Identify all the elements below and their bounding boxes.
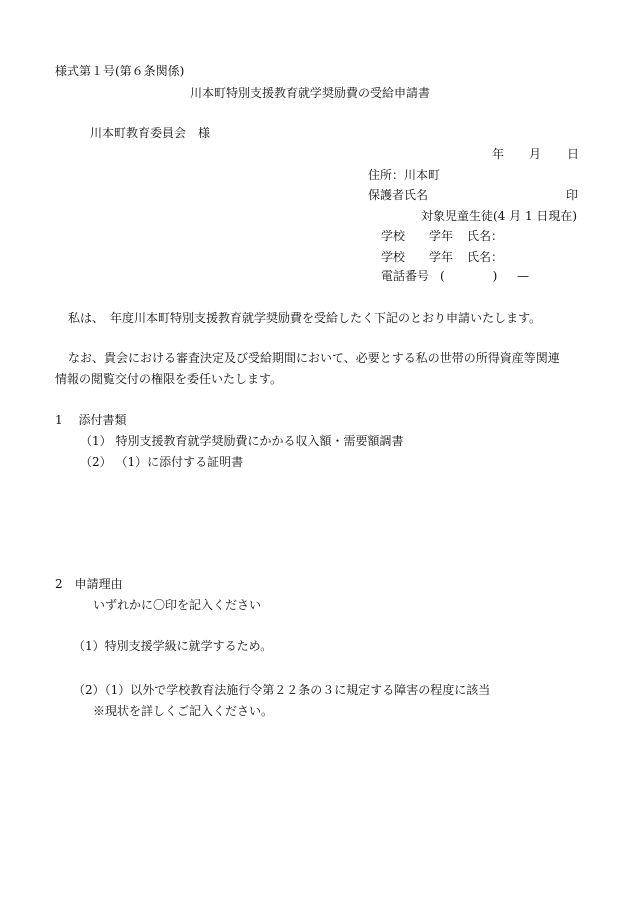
student-row-1-school: 学校 xyxy=(381,229,406,243)
student-row-2-grade: 学年 xyxy=(429,250,454,264)
addressee: 川本町教育委員会 様 xyxy=(90,126,211,140)
delegation-statement-line-2: 情報の閲覧交付の権限を委任いたします。 xyxy=(55,372,283,386)
section-1-item-1: （1） 特別支援教育就学奨励費にかかる収入額・需要額調書 xyxy=(80,434,404,448)
date-month: 月 xyxy=(529,147,542,161)
student-row-2-school: 学校 xyxy=(381,250,406,264)
reason-1: （1）特別支援学級に就学するため。 xyxy=(73,639,273,653)
section-2-heading: 2 申請理由 xyxy=(55,577,123,591)
date-year: 年 xyxy=(492,147,505,161)
address-line: 住所：川本町 xyxy=(368,168,441,182)
target-students-label: 対象児童生徒(4 月 1 日現在) xyxy=(421,209,578,223)
student-row-1-name: 氏名： xyxy=(467,229,504,243)
phone-label: 電話番号 xyxy=(381,269,430,283)
section-1-heading: 1 添付書類 xyxy=(55,413,127,427)
date-day: 日 xyxy=(567,147,580,161)
delegation-statement-line-1: なお、貴会における審査決定及び受給期間において、必要とする私の世帯の所得資産等関連 xyxy=(68,351,560,365)
form-number: 様式第１号(第６条関係) xyxy=(55,64,185,78)
student-row-1-grade: 学年 xyxy=(429,229,454,243)
application-statement: 私は、 年度川本町特別支援教育就学奨励費を受給したく下記のとおり申請いたします。 xyxy=(68,311,542,325)
document-title: 川本町特別支援教育就学奨励費の受給申請書 xyxy=(190,86,431,100)
reason-2-note: ※現状を詳しくご記入ください。 xyxy=(93,704,274,718)
phone-dash: — xyxy=(517,269,529,283)
student-row-2-name: 氏名： xyxy=(467,250,504,264)
phone-area-code-parens: ( ) xyxy=(440,269,498,283)
guardian-name-label: 保護者氏名 xyxy=(368,188,429,202)
seal-mark: 印 xyxy=(566,188,579,202)
section-1-item-2: （2） （1）に添付する証明書 xyxy=(80,455,244,469)
section-2-instruction: いずれかに〇印を記入ください xyxy=(93,598,262,612)
reason-2: （2）（1）以外で学校教育法施行令第２２条の３に規定する障害の程度に該当 xyxy=(73,683,491,697)
